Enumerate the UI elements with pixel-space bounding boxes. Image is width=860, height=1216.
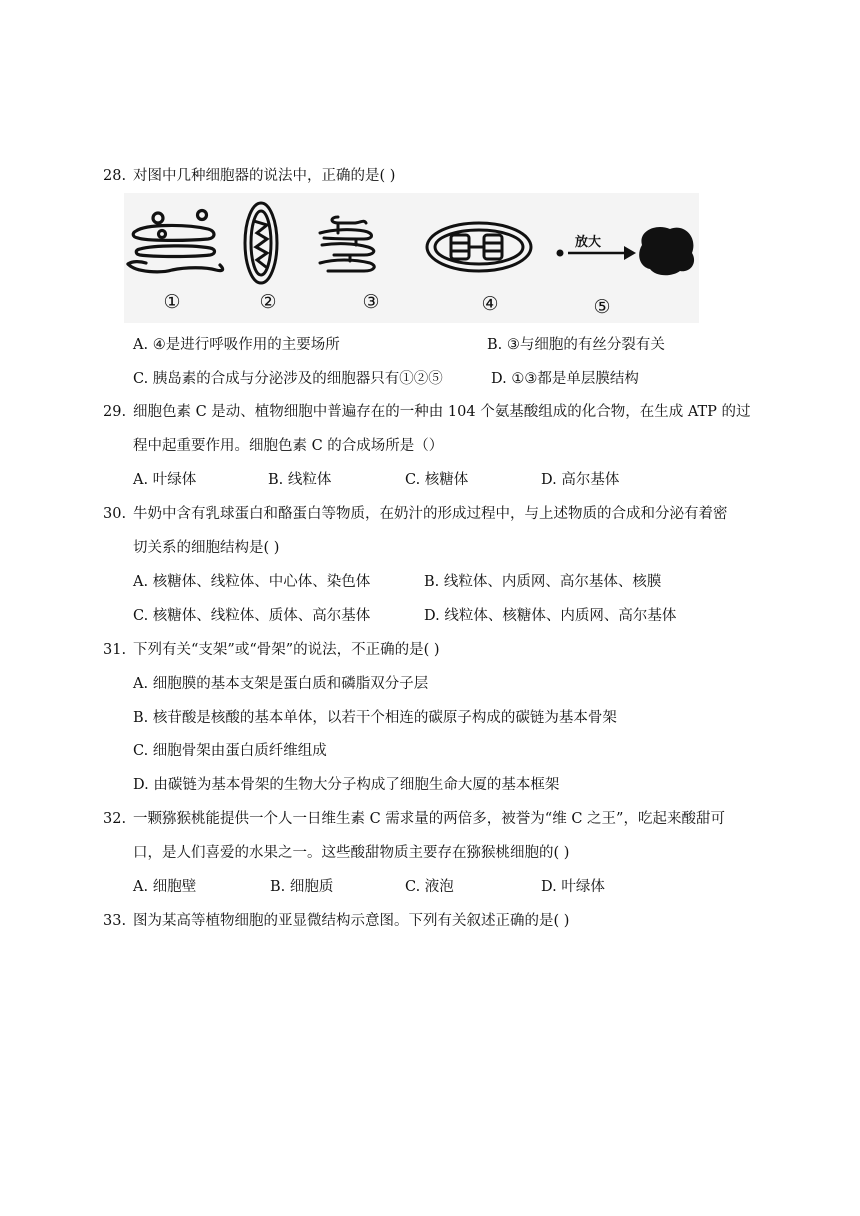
option-a: A. 叶绿体 (133, 472, 197, 488)
question-number: 30. (103, 506, 127, 522)
option-d: D. ①③都是单层膜结构 (491, 371, 639, 387)
magnify-arrow-label: 放大 (575, 235, 602, 250)
question-stem-line-1: 细胞色素 C 是动、植物细胞中普遍存在的一种由 104 个氨基酸组成的化合物，在生成 ATP 的过 (133, 404, 751, 420)
option-c: C. 细胞骨架由蛋白质纤维组成 (133, 743, 327, 759)
figure-label-1: ① (163, 291, 181, 313)
option-a: A. ④是进行呼吸作用的主要场所 (133, 337, 340, 353)
figure-label-5: ⑤ (593, 296, 611, 318)
option-c: C. 核糖体、线粒体、质体、高尔基体 (133, 608, 371, 624)
option-b: B. 核苷酸是核酸的基本单体，以若干个相连的碳原子构成的碳链为基本骨架 (133, 710, 617, 726)
question-stem: 下列有关“支架”或“骨架”的说法，不正确的是( ) (133, 642, 440, 658)
option-c: C. 液泡 (405, 879, 454, 895)
question-number: 33. (103, 913, 127, 929)
question-stem: 对图中几种细胞器的说法中，正确的是( ) (133, 168, 396, 184)
option-c: C. 胰岛素的合成与分泌涉及的细胞器只有①②⑤ (133, 371, 443, 387)
figure-label-3: ③ (362, 291, 380, 313)
figure-label-2: ② (259, 291, 277, 313)
option-b: B. ③与细胞的有丝分裂有关 (487, 337, 665, 353)
option-d: D. 高尔基体 (541, 472, 620, 488)
option-b: B. 线粒体、内质网、高尔基体、核膜 (424, 574, 662, 590)
question-stem-line-2: 程中起重要作用。细胞色素 C 的合成场所是（） (133, 438, 444, 454)
question-number: 28. (103, 168, 127, 184)
option-b: B. 线粒体 (268, 472, 332, 488)
option-d: D. 线粒体、核糖体、内质网、高尔基体 (424, 608, 677, 624)
option-d: D. 由碳链为基本骨架的生物大分子构成了细胞生命大厦的基本框架 (133, 777, 560, 793)
organelle-figure (124, 193, 699, 323)
question-stem-line-2: 切关系的细胞结构是( ) (133, 540, 280, 556)
figure-label-4: ④ (481, 293, 499, 315)
option-a: A. 细胞壁 (133, 879, 197, 895)
question-number: 29. (103, 404, 127, 420)
question-stem-line-1: 牛奶中含有乳球蛋白和酪蛋白等物质，在奶汁的形成过程中，与上述物质的合成和分泌有着密 (133, 506, 728, 522)
question-stem: 图为某高等植物细胞的亚显微结构示意图。下列有关叙述正确的是( ) (133, 913, 570, 929)
question-stem-line-1: 一颗猕猴桃能提供一个人一日维生素 C 需求量的两倍多，被誉为“维 C 之王”，吃起来酸甜可 (133, 811, 725, 827)
question-number: 31. (103, 642, 127, 658)
option-a: A. 细胞膜的基本支架是蛋白质和磷脂双分子层 (133, 676, 429, 692)
question-number: 32. (103, 811, 127, 827)
option-d: D. 叶绿体 (541, 879, 605, 895)
option-b: B. 细胞质 (270, 879, 334, 895)
option-a: A. 核糖体、线粒体、中心体、染色体 (133, 574, 371, 590)
option-c: C. 核糖体 (405, 472, 469, 488)
question-stem-line-2: 口，是人们喜爱的水果之一。这些酸甜物质主要存在猕猴桃细胞的( ) (133, 845, 570, 861)
